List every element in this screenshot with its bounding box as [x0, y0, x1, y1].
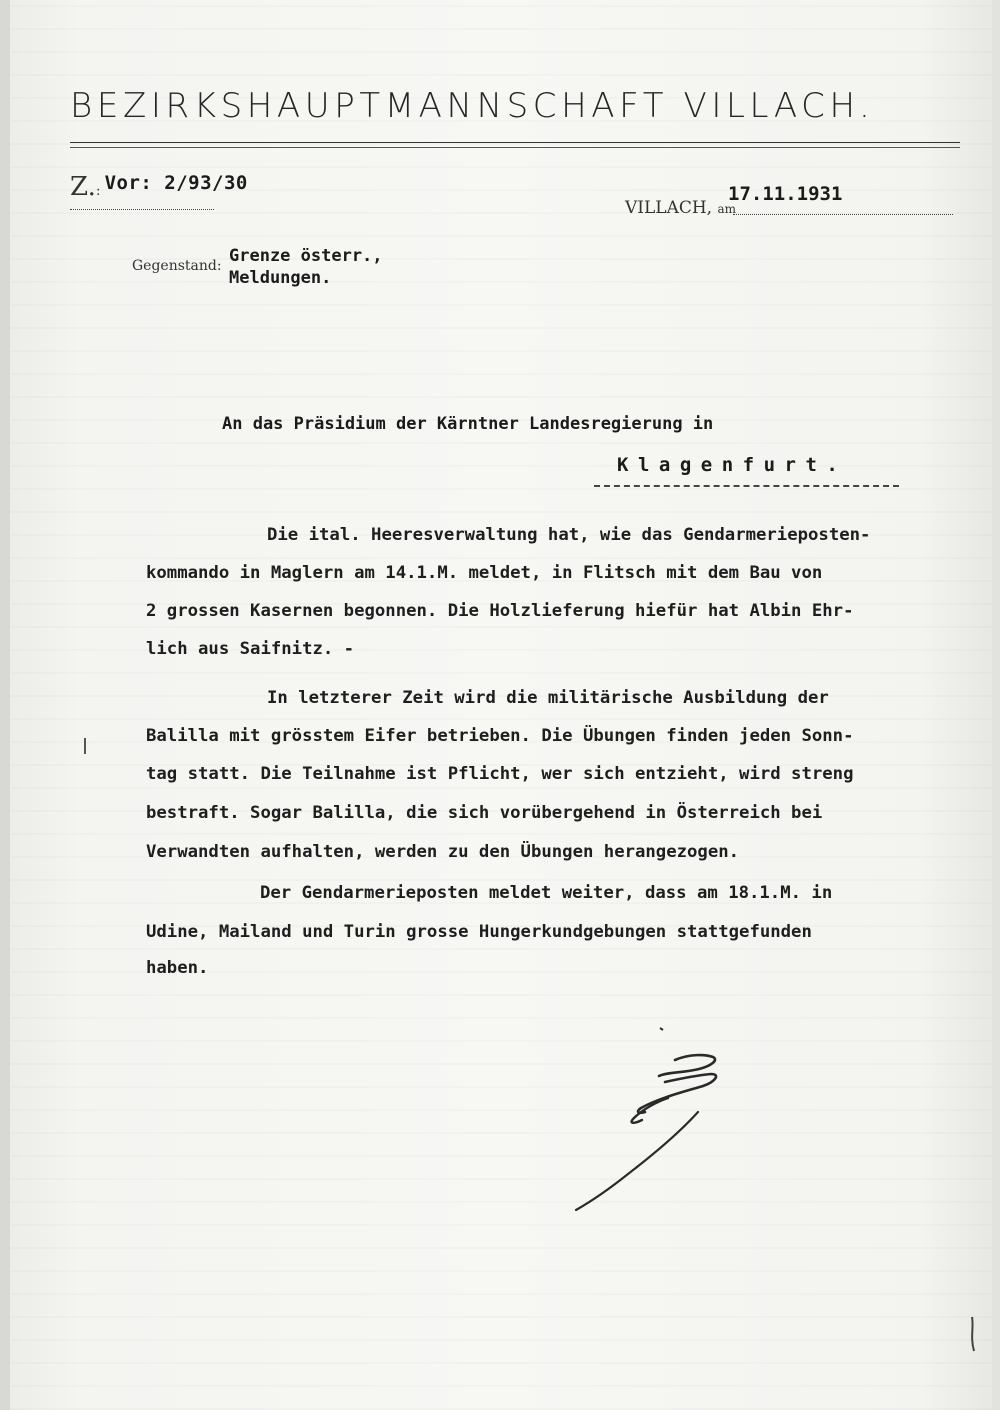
scan-edge-left: [0, 0, 10, 1410]
body-line-2: kommando in Maglern am 14.1.M. meldet, in Flitsch mit dem Bau von: [146, 563, 823, 583]
reference-underline: [70, 209, 214, 210]
addressee-line: An das Präsidium der Kärntner Landesregierung in: [222, 414, 714, 434]
body-line-4: lich aus Saifnitz. -: [146, 639, 355, 659]
subject-label: Gegenstand:: [132, 258, 222, 274]
reference-dots: :: [95, 183, 101, 199]
body-line-9: Verwandten aufhalten, werden zu den Übungen herangezogen.: [146, 842, 740, 862]
reference-number: [70, 172, 248, 202]
body-line-10: Der Gendarmerieposten meldet weiter, dass am 18.1.M. in: [260, 883, 833, 903]
letterhead-authority: BEZIRKSHAUPTMANNSCHAFT VILLACH.: [70, 86, 875, 126]
letterhead-rule: [70, 142, 960, 143]
subject-line-2: Meldungen.: [229, 268, 332, 288]
body-line-5: In letzterer Zeit wird die militärische Ausbildung der: [267, 688, 829, 708]
body-line-6: Balilla mit grösstem Eifer betrieben. Die Übungen finden jeden Sonn-: [146, 726, 854, 746]
scan-edge-right: [992, 0, 1000, 1410]
dateline-place: [625, 198, 736, 218]
addressee-city: Klagenfurt.: [617, 454, 848, 476]
date-underline: [733, 214, 953, 215]
body-line-7: tag statt. Die Teilnahme ist Pflicht, wer sich entzieht, wird streng: [146, 764, 854, 784]
body-line-8: bestraft. Sogar Balilla, die sich vorübergehend in Österreich bei: [146, 803, 823, 823]
subject-line-1: Grenze österr.,: [229, 246, 383, 266]
reference-prefix: Z.: [70, 172, 96, 202]
letter-date: 17.11.1931: [728, 183, 843, 205]
body-line-12: haben.: [146, 958, 209, 978]
place-am: am: [717, 202, 737, 216]
letterhead-rule-thin: [70, 147, 960, 148]
city-underline: [594, 485, 899, 487]
handwritten-signature: [520, 1020, 750, 1220]
place-name: VILLACH,: [625, 198, 713, 218]
body-line-11: Udine, Mailand und Turin grosse Hungerkundgebungen stattgefunden: [146, 922, 812, 942]
margin-mark: [84, 738, 86, 754]
reference-value: Vor: 2/93/30: [104, 172, 248, 194]
corner-pen-mark: [962, 1315, 982, 1355]
body-line-1: Die ital. Heeresverwaltung hat, wie das Gendarmerieposten-: [267, 525, 871, 545]
body-line-3: 2 grossen Kasernen begonnen. Die Holzlieferung hiefür hat Albin Ehr-: [146, 601, 854, 621]
